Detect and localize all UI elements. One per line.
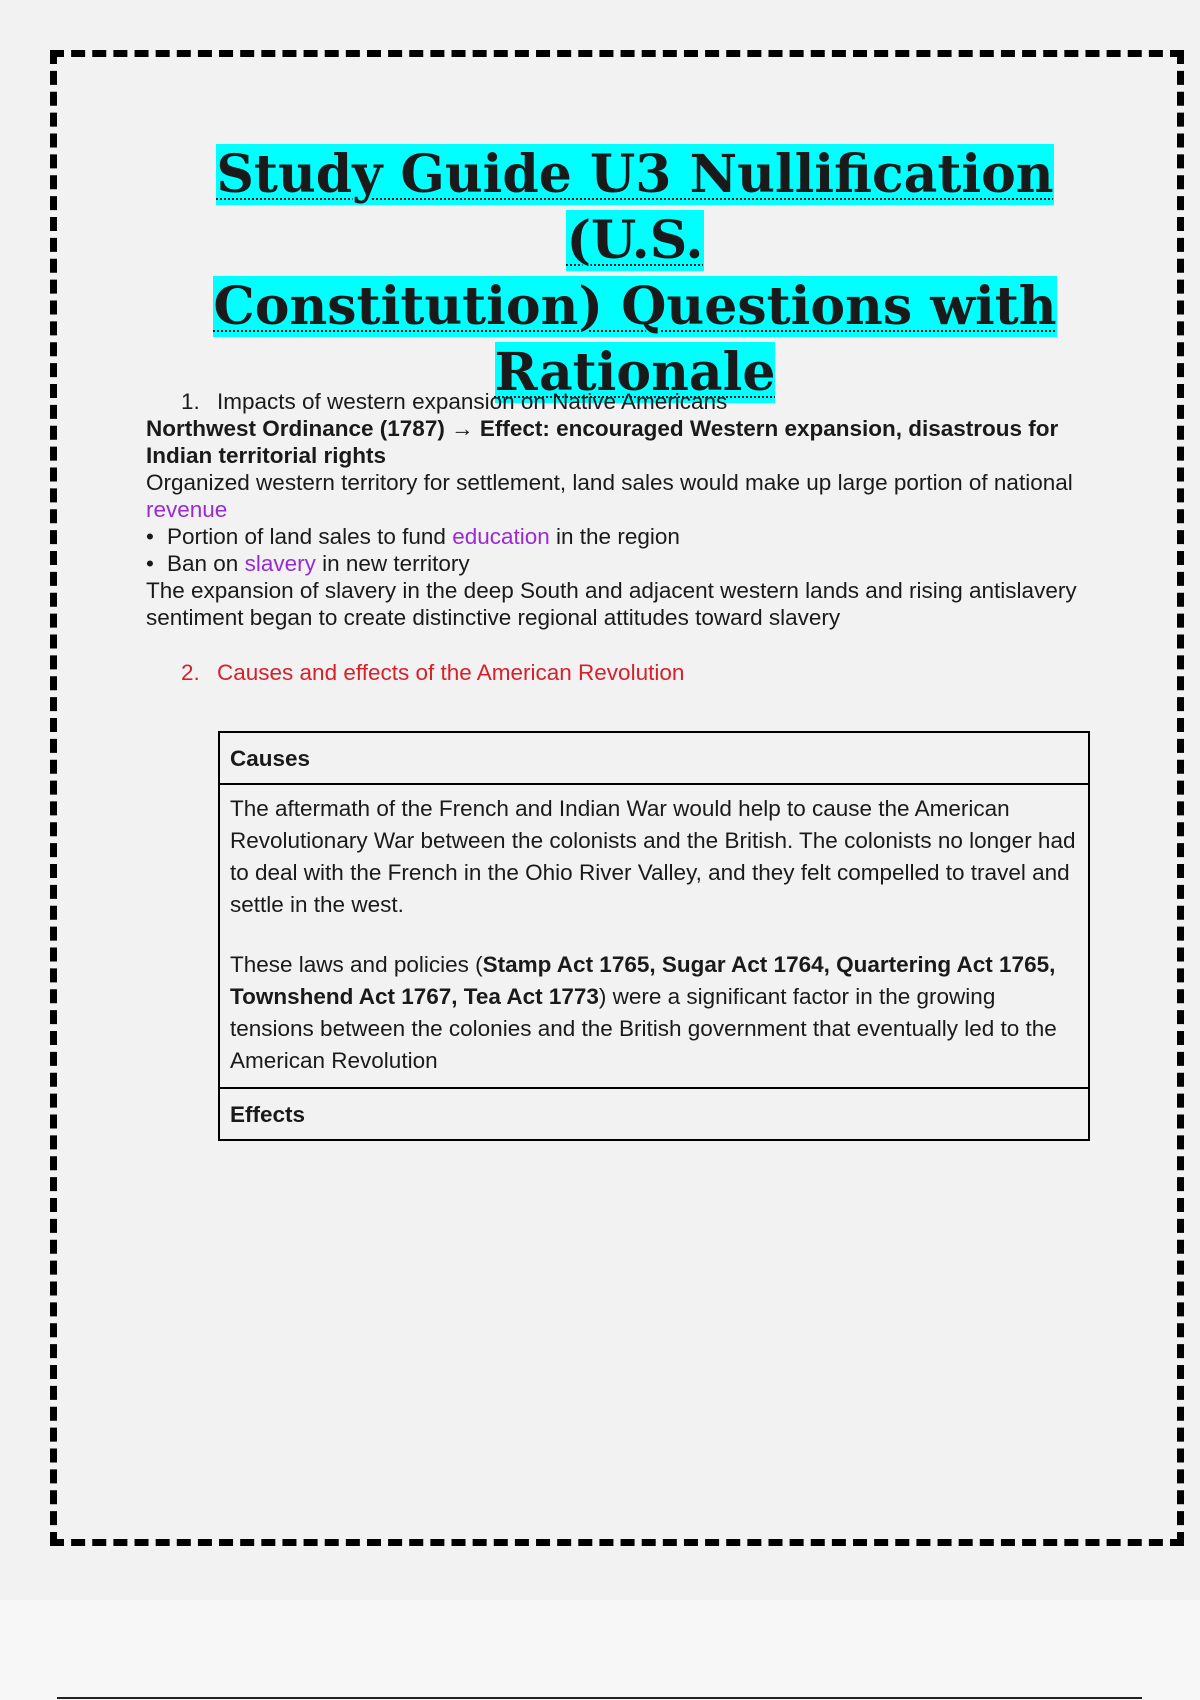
bullet-text-before: Portion of land sales to fund (167, 524, 453, 549)
revenue-link[interactable]: revenue (146, 497, 228, 522)
bullet-text-before: Ban on (167, 551, 245, 576)
table-row (219, 1088, 1089, 1140)
table-row (219, 732, 1089, 784)
causes-cell (219, 784, 1089, 1088)
bullet-text-after: in new territory (315, 551, 470, 576)
bullet-icon: • (146, 524, 154, 549)
northwest-ordinance-heading: Northwest Ordinance (1787) → Effect: encouraged Western expansion, disastrous for Indian territorial rights (146, 416, 1059, 468)
title-line-1: Study Guide U3 Nullification (U.S. (216, 144, 1054, 271)
education-link[interactable]: education (452, 524, 550, 549)
causes-header: Causes (219, 732, 1089, 784)
question-2-number: 2. (181, 660, 200, 685)
settlement-paragraph (146, 469, 1096, 523)
list-item (146, 523, 1096, 550)
title-line-2: Constitution) Questions with (213, 276, 1057, 337)
causes-paragraph-1: The aftermath of the French and Indian War would help to cause the American Revolutionary War between the colonists and the British. The colonists no longer had to deal with the French in the Ohio River Valley, and they felt compelled to travel and settle in the west. (230, 796, 1076, 917)
effects-header: Effects (219, 1088, 1089, 1140)
causes-p2-before: These laws and policies ( (230, 952, 483, 977)
causes-paragraph-2 (230, 949, 1078, 1077)
bullet-icon: • (146, 551, 154, 576)
list-item (146, 550, 1096, 577)
slavery-expansion-paragraph: The expansion of slavery in the deep South and adjacent western lands and rising antislavery sentiment began to create distinctive regional attitudes toward slavery (146, 578, 1077, 630)
causes-effects-table (218, 731, 1090, 1141)
bullet-text-after: in the region (549, 524, 680, 549)
question-2 (181, 659, 1096, 686)
question-1 (181, 388, 1096, 415)
slavery-link[interactable]: slavery (244, 551, 316, 576)
title-line-3: Rationale (494, 342, 776, 403)
footer-divider (57, 1697, 1142, 1699)
question-2-text: Causes and effects of the American Revolution (217, 660, 685, 685)
main-content (146, 388, 1096, 686)
settlement-paragraph-text: Organized western territory for settlement, land sales would make up large portion of national (146, 470, 1073, 495)
acts-list: Stamp Act 1765, Sugar Act 1764, Quartering Act 1765, Townshend Act 1767, Tea Act 1773 (230, 952, 1056, 1009)
page-title (150, 142, 1120, 406)
question-1-text: Impacts of western expansion on Native Americans (217, 389, 728, 414)
table-row (219, 784, 1089, 1088)
question-1-number: 1. (181, 389, 200, 414)
causes-p2-after: ) were a significant factor in the growing tensions between the colonies and the British government that eventually led to the American Revolution (230, 984, 1057, 1073)
